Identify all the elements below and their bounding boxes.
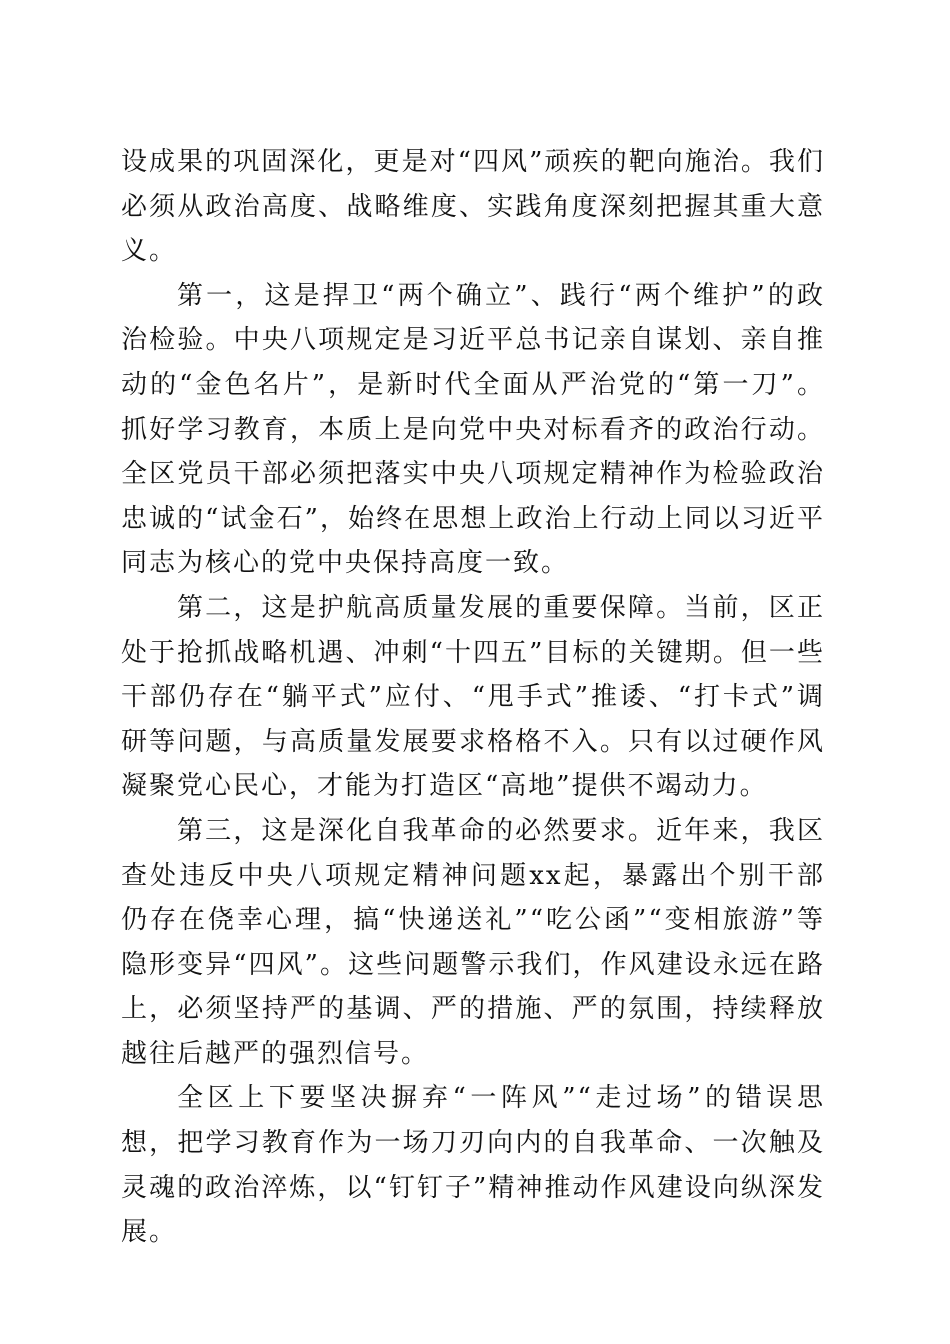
paragraph-second-point: 第二，这是护航高质量发展的重要保障。当前，区正处于抢抓战略机遇、冲刺“十四五”目标的关键期。但一些干部仍存在“躺平式”应付、“甩手式”推诿、“打卡式”调研等问题，与高质量发展要求格格不入。只有以过硬作风凝聚党心民心，才能为打造区“高地”提供不竭动力。 (121, 592, 825, 802)
paragraph-conclusion: 全区上下要坚决摒弃“一阵风”“走过场”的错误思想，把学习教育作为一场刀刃向内的自我革命、一次触及灵魂的政治淬炼，以“钉钉子”精神推动作风建设向纵深发展。 (121, 1083, 825, 1248)
paragraph-continuation: 设成果的巩固深化，更是对“四风”顽疾的靶向施治。我们必须从政治高度、战略维度、实践角度深刻把握其重大意义。 (121, 147, 825, 267)
paragraph-third-point: 第三，这是深化自我革命的必然要求。近年来，我区查处违反中央八项规定精神问题xx起，暴露出个别干部仍存在侥幸心理，搞“快递送礼”“吃公函”“变相旅游”等隐形变异“四风”。这些问题警示我们，作风建设永远在路上，必须坚持严的基调、严的措施、严的氛围，持续释放越往后越严的强烈信号。 (121, 815, 825, 1069)
document-body (121, 140, 825, 1255)
paragraph-first-point: 第一，这是捍卫“两个确立”、践行“两个维护”的政治检验。中央八项规定是习近平总书记亲自谋划、亲自推动的“金色名片”，是新时代全面从严治党的“第一刀”。抓好学习教育，本质上是向党中央对标看齐的政治行动。全区党员干部必须把落实中央八项规定精神作为检验政治忠诚的“试金石”，始终在思想上政治上行动上同以习近平同志为核心的党中央保持高度一致。 (121, 280, 825, 579)
